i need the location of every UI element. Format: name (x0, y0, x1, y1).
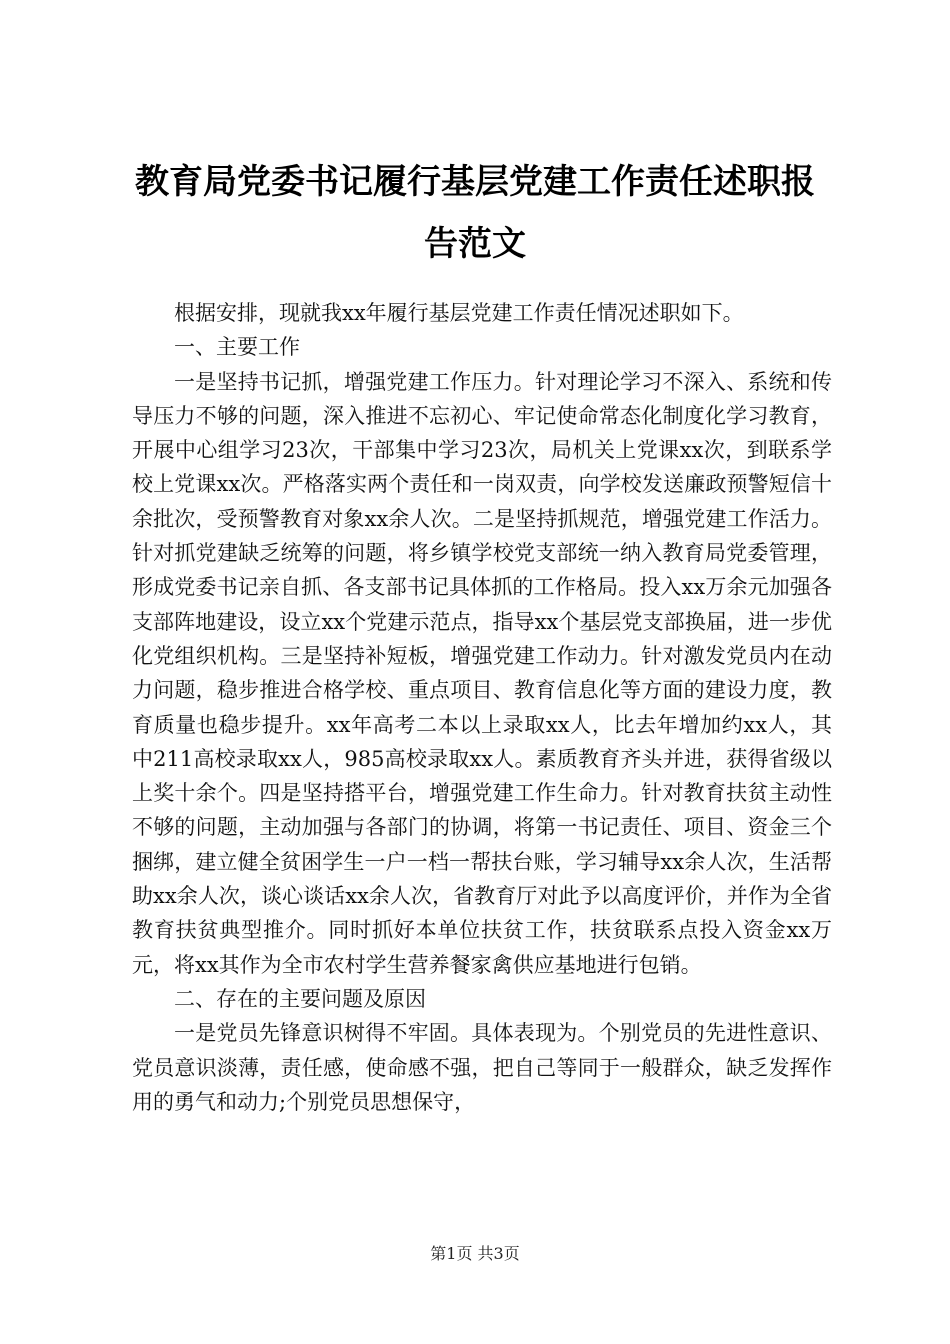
document-title-line-1: 教育局党委书记履行基层党建工作责任述职报 (135, 162, 815, 202)
document-title-line-2: 告范文 (424, 224, 526, 264)
section-heading-main-work: 一、主要工作 (174, 335, 300, 360)
paragraph-intro: 根据安排，现就我xx年履行基层党建工作责任情况述职如下。 (174, 301, 744, 325)
paragraph-problems: 一是党员先锋意识树得不牢固。具体表现为。个别党员的先进性意识、党员意识淡薄，责任感，使命感不强，把自己等同于一般群众，缺乏发挥作用的勇气和动力;个别党员思想保守， (132, 1021, 832, 1114)
page-footer: 第1页 共3页 (430, 1244, 520, 1263)
document-body (132, 296, 832, 1119)
paragraph-main-work: 一是坚持书记抓，增强党建工作压力。针对理论学习不深入、系统和传导压力不够的问题，深入推进不忘初心、牢记使命常态化制度化学习教育，开展中心组学习23次，干部集中学习23次，局机关上党课xx次，到联系学校上党课xx次。严格落实两个责任和一岗双责，向学校发送廉政预警短信十余批次，受预警教育对象xx余人次。二是坚持抓规范，增强党建工作活力。针对抓党建缺乏统筹的问题，将乡镇学校党支部统一纳入教育局党委管理，形成党委书记亲自抓、各支部书记具体抓的工作格局。投入xx万余元加强各支部阵地建设，设立xx个党建示范点，指导xx个基层党支部换届，进一步优化党组织机构。三是坚持补短板，增强党建工作动力。针对激发党员内在动力问题，稳步推进合格学校、重点项目、教育信息化等方面的建设力度，教育质量也稳步提升。xx年高考二本以上录取xx人，比去年增加约xx人，其中211高校录取xx人，985高校录取xx人。素质教育齐头并进，获得省级以上奖十余个。四是坚持搭平台，增强党建工作生命力。针对教育扶贫主动性不够的问题，主动加强与各部门的协调，将第一书记责任、项目、资金三个捆绑，建立健全贫困学生一户一档一帮扶台账，学习辅导xx余人次，生活帮助xx余人次，谈心谈话xx余人次，省教育厅对此予以高度评价，并作为全省教育扶贫典型推介。同时抓好本单位扶贫工作，扶贫联系点投入资金xx万元，将xx其作为全市农村学生营养餐家禽供应基地进行包销。 (132, 369, 832, 977)
section-heading-problems: 二、存在的主要问题及原因 (174, 986, 426, 1011)
